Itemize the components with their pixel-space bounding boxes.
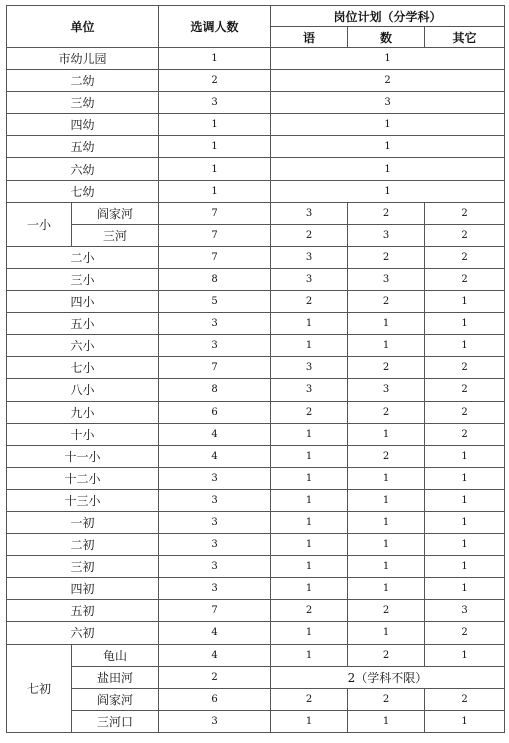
other-plan-cell: 1 <box>425 644 505 666</box>
group-name-cell: 七初 <box>7 644 72 732</box>
count-cell: 7 <box>159 600 271 622</box>
chinese-plan-cell: 1 <box>271 467 348 489</box>
count-cell: 6 <box>159 688 271 710</box>
header-unit: 单位 <box>7 6 159 48</box>
unit-name-cell: 六小 <box>7 335 159 357</box>
count-cell: 7 <box>159 202 271 224</box>
table-row <box>7 556 505 578</box>
count-cell: 1 <box>159 114 271 136</box>
table-row <box>7 622 505 644</box>
table-row <box>7 511 505 533</box>
math-plan-cell: 2 <box>348 688 425 710</box>
group-name-cell: 一小 <box>7 202 72 246</box>
count-cell: 5 <box>159 291 271 313</box>
unit-name-cell: 六初 <box>7 622 159 644</box>
math-plan-cell: 3 <box>348 268 425 290</box>
plan-total-cell: 3 <box>271 92 505 114</box>
plan-total-cell: 1 <box>271 180 505 202</box>
math-plan-cell: 1 <box>348 578 425 600</box>
chinese-plan-cell: 1 <box>271 644 348 666</box>
unit-name-cell: 五初 <box>7 600 159 622</box>
other-plan-cell: 1 <box>425 445 505 467</box>
count-cell: 1 <box>159 48 271 70</box>
other-plan-cell: 2 <box>425 246 505 268</box>
unit-name-cell: 四幼 <box>7 114 159 136</box>
table-row <box>7 180 505 202</box>
count-cell: 4 <box>159 445 271 467</box>
chinese-plan-cell: 1 <box>271 335 348 357</box>
chinese-plan-cell: 1 <box>271 445 348 467</box>
chinese-plan-cell: 1 <box>271 511 348 533</box>
math-plan-cell: 2 <box>348 291 425 313</box>
table-row <box>7 48 505 70</box>
plan-total-cell: 1 <box>271 48 505 70</box>
count-cell: 8 <box>159 379 271 401</box>
unit-name-cell: 二小 <box>7 246 159 268</box>
unit-name-cell: 二初 <box>7 534 159 556</box>
count-cell: 3 <box>159 92 271 114</box>
count-cell: 3 <box>159 511 271 533</box>
count-cell: 3 <box>159 534 271 556</box>
table-row <box>7 357 505 379</box>
math-plan-cell: 1 <box>348 622 425 644</box>
plan-total-cell: 2 <box>271 70 505 92</box>
sub-unit-name-cell: 三河 <box>72 224 159 246</box>
chinese-plan-cell: 1 <box>271 423 348 445</box>
other-plan-cell: 1 <box>425 556 505 578</box>
unit-name-cell: 八小 <box>7 379 159 401</box>
chinese-plan-cell: 1 <box>271 313 348 335</box>
unit-name-cell: 五幼 <box>7 136 159 158</box>
math-plan-cell: 2 <box>348 357 425 379</box>
count-cell: 4 <box>159 423 271 445</box>
table-row <box>7 92 505 114</box>
math-plan-cell: 1 <box>348 534 425 556</box>
chinese-plan-cell: 1 <box>271 489 348 511</box>
unit-name-cell: 十一小 <box>7 445 159 467</box>
unit-name-cell: 六幼 <box>7 158 159 180</box>
table-row <box>7 313 505 335</box>
count-cell: 7 <box>159 357 271 379</box>
unit-name-cell: 七幼 <box>7 180 159 202</box>
math-plan-cell: 3 <box>348 379 425 401</box>
chinese-plan-cell: 1 <box>271 534 348 556</box>
count-cell: 7 <box>159 246 271 268</box>
unit-name-cell: 十小 <box>7 423 159 445</box>
math-plan-cell: 1 <box>348 423 425 445</box>
other-plan-cell: 2 <box>425 423 505 445</box>
count-cell: 1 <box>159 158 271 180</box>
chinese-plan-cell: 3 <box>271 379 348 401</box>
header-subject-chinese: 语 <box>271 27 348 48</box>
table-row <box>7 401 505 423</box>
table-row <box>7 114 505 136</box>
table-row <box>7 600 505 622</box>
sub-unit-name-cell: 龟山 <box>72 644 159 666</box>
math-plan-cell: 1 <box>348 710 425 732</box>
math-plan-cell: 2 <box>348 600 425 622</box>
unit-name-cell: 四初 <box>7 578 159 600</box>
table-row <box>7 534 505 556</box>
chinese-plan-cell: 3 <box>271 268 348 290</box>
table-row <box>7 688 505 710</box>
chinese-plan-cell: 2 <box>271 291 348 313</box>
other-plan-cell: 2 <box>425 202 505 224</box>
table-row <box>7 423 505 445</box>
other-plan-cell: 1 <box>425 511 505 533</box>
chinese-plan-cell: 3 <box>271 202 348 224</box>
other-plan-cell: 2 <box>425 357 505 379</box>
table-row <box>7 291 505 313</box>
table-row <box>7 246 505 268</box>
other-plan-cell: 1 <box>425 291 505 313</box>
unit-name-cell: 三幼 <box>7 92 159 114</box>
sub-unit-name-cell: 阎家河 <box>72 688 159 710</box>
math-plan-cell: 1 <box>348 335 425 357</box>
count-cell: 6 <box>159 401 271 423</box>
math-plan-cell: 2 <box>348 644 425 666</box>
chinese-plan-cell: 2 <box>271 401 348 423</box>
unit-name-cell: 市幼儿园 <box>7 48 159 70</box>
table-row <box>7 467 505 489</box>
count-cell: 4 <box>159 622 271 644</box>
other-plan-cell: 1 <box>425 534 505 556</box>
table-row <box>7 335 505 357</box>
math-plan-cell: 2 <box>348 202 425 224</box>
chinese-plan-cell: 1 <box>271 710 348 732</box>
table-row <box>7 644 505 666</box>
sub-unit-name-cell: 三河口 <box>72 710 159 732</box>
math-plan-cell: 2 <box>348 246 425 268</box>
chinese-plan-cell: 2 <box>271 600 348 622</box>
other-plan-cell: 1 <box>425 313 505 335</box>
unit-name-cell: 七小 <box>7 357 159 379</box>
count-cell: 7 <box>159 224 271 246</box>
table-row <box>7 445 505 467</box>
unit-name-cell: 四小 <box>7 291 159 313</box>
unit-name-cell: 三初 <box>7 556 159 578</box>
count-cell: 3 <box>159 578 271 600</box>
table-row <box>7 666 505 688</box>
other-plan-cell: 1 <box>425 710 505 732</box>
other-plan-cell: 1 <box>425 467 505 489</box>
math-plan-cell: 1 <box>348 556 425 578</box>
unit-name-cell: 二幼 <box>7 70 159 92</box>
other-plan-cell: 2 <box>425 268 505 290</box>
table-row <box>7 489 505 511</box>
unit-name-cell: 九小 <box>7 401 159 423</box>
other-plan-cell: 1 <box>425 489 505 511</box>
plan-total-cell: 1 <box>271 158 505 180</box>
other-plan-cell: 3 <box>425 600 505 622</box>
chinese-plan-cell: 3 <box>271 357 348 379</box>
table-row <box>7 158 505 180</box>
header-count: 选调人数 <box>159 6 271 48</box>
unit-name-cell: 一初 <box>7 511 159 533</box>
table-row <box>7 710 505 732</box>
table-row <box>7 268 505 290</box>
chinese-plan-cell: 1 <box>271 622 348 644</box>
plan-total-cell: 2（学科不限） <box>271 666 505 688</box>
other-plan-cell: 2 <box>425 622 505 644</box>
count-cell: 3 <box>159 710 271 732</box>
math-plan-cell: 2 <box>348 445 425 467</box>
staff-allocation-table <box>6 5 505 733</box>
header-subject-other: 其它 <box>425 27 505 48</box>
other-plan-cell: 2 <box>425 379 505 401</box>
other-plan-cell: 1 <box>425 578 505 600</box>
table-row <box>7 136 505 158</box>
other-plan-cell: 1 <box>425 335 505 357</box>
table-row <box>7 70 505 92</box>
plan-total-cell: 1 <box>271 136 505 158</box>
count-cell: 4 <box>159 644 271 666</box>
table-row <box>7 379 505 401</box>
unit-name-cell: 十二小 <box>7 467 159 489</box>
chinese-plan-cell: 2 <box>271 224 348 246</box>
header-subject-math: 数 <box>348 27 425 48</box>
other-plan-cell: 2 <box>425 224 505 246</box>
other-plan-cell: 2 <box>425 401 505 423</box>
count-cell: 2 <box>159 70 271 92</box>
math-plan-cell: 1 <box>348 313 425 335</box>
sub-unit-name-cell: 盐田河 <box>72 666 159 688</box>
count-cell: 1 <box>159 136 271 158</box>
count-cell: 2 <box>159 666 271 688</box>
math-plan-cell: 2 <box>348 401 425 423</box>
sub-unit-name-cell: 阎家河 <box>72 202 159 224</box>
table-row <box>7 578 505 600</box>
header-row <box>7 6 505 27</box>
other-plan-cell: 2 <box>425 688 505 710</box>
chinese-plan-cell: 1 <box>271 578 348 600</box>
math-plan-cell: 3 <box>348 224 425 246</box>
count-cell: 8 <box>159 268 271 290</box>
count-cell: 1 <box>159 180 271 202</box>
unit-name-cell: 三小 <box>7 268 159 290</box>
math-plan-cell: 1 <box>348 511 425 533</box>
chinese-plan-cell: 3 <box>271 246 348 268</box>
count-cell: 3 <box>159 556 271 578</box>
header-plan: 岗位计划（分学科） <box>271 6 505 27</box>
unit-name-cell: 十三小 <box>7 489 159 511</box>
plan-total-cell: 1 <box>271 114 505 136</box>
table-row <box>7 224 505 246</box>
count-cell: 3 <box>159 467 271 489</box>
table-row <box>7 202 505 224</box>
count-cell: 3 <box>159 489 271 511</box>
math-plan-cell: 1 <box>348 489 425 511</box>
math-plan-cell: 1 <box>348 467 425 489</box>
chinese-plan-cell: 1 <box>271 556 348 578</box>
unit-name-cell: 五小 <box>7 313 159 335</box>
count-cell: 3 <box>159 313 271 335</box>
count-cell: 3 <box>159 335 271 357</box>
chinese-plan-cell: 2 <box>271 688 348 710</box>
